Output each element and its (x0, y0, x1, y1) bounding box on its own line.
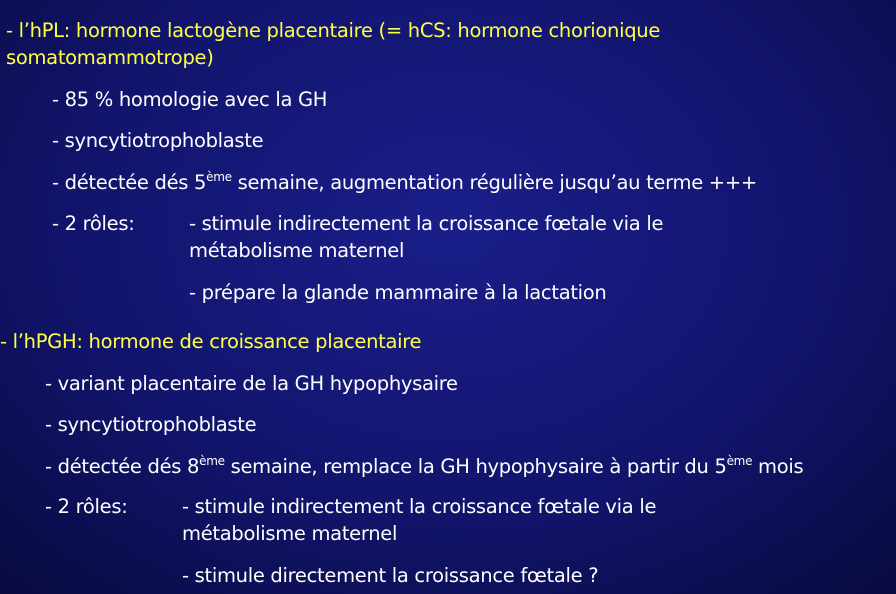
hpgh-role1-line2: métabolisme maternel (182, 522, 398, 545)
hpgh-role2: - stimule directement la croissance fœtale ? (182, 564, 599, 587)
hpl-roles-label: - 2 rôles: (52, 212, 135, 235)
hpl-heading-line2: somatomammotrope) (6, 46, 214, 69)
hpl-item-syncytio: - syncytiotrophoblaste (52, 129, 264, 152)
hpl-item-homology: - 85 % homologie avec la GH (52, 88, 328, 111)
hpgh-role1-line1: - stimule indirectement la croissance fœtale via le (182, 495, 657, 518)
superscript: ème (726, 453, 753, 468)
hpgh-item-syncytio: - syncytiotrophoblaste (45, 413, 257, 436)
hpgh-item-variant: - variant placentaire de la GH hypophysaire (45, 372, 458, 395)
hpl-role2: - prépare la glande mammaire à la lactation (189, 281, 607, 304)
hpgh-item-detection: - détectée dés 8ème semaine, remplace la GH hypophysaire à partir du 5ème mois (45, 453, 804, 478)
superscript: ème (206, 169, 232, 184)
hpgh-heading: - l’hPGH: hormone de croissance placentaire (0, 330, 422, 353)
hpl-role1-line2: métabolisme maternel (189, 239, 405, 262)
hpl-heading-line1: - l’hPL: hormone lactogène placentaire (= hCS: hormone chorionique (6, 19, 661, 42)
superscript: ème (199, 453, 225, 468)
hpgh-roles-label: - 2 rôles: (45, 495, 128, 518)
hpl-role1-line1: - stimule indirectement la croissance fœtale via le (189, 212, 664, 235)
hpl-item-detection: - détectée dés 5ème semaine, augmentation régulière jusqu’au terme +++ (52, 169, 757, 194)
